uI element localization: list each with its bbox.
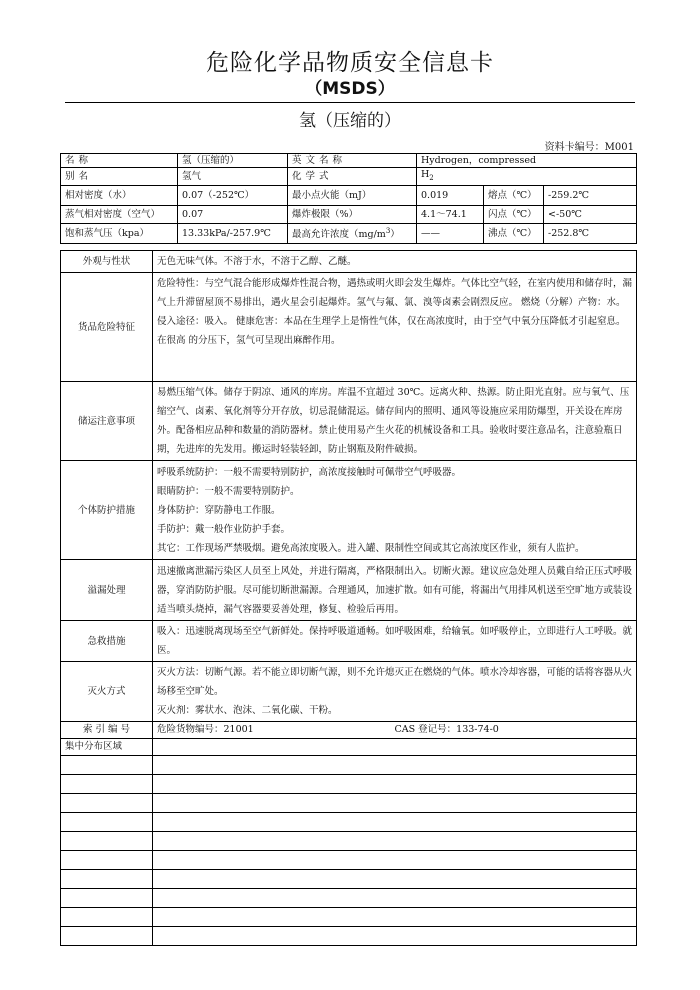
first-aid-row [61, 621, 637, 662]
blank-row [61, 756, 637, 775]
hazard-text [153, 273, 637, 382]
property-row-pressure [61, 223, 637, 243]
protection-respiratory: 呼吸系统防护：一般不需要特别防护，高浓度接触时可佩带空气呼吸器。 [157, 466, 462, 478]
boiling-point-label: 沸点（℃） [484, 223, 544, 243]
formula-label: 化 学 式 [288, 168, 417, 186]
card-number: 资料卡编号：M001 [544, 142, 634, 153]
fire-label: 灭火方式 [61, 662, 153, 722]
melting-point-value: -259.2℃ [544, 185, 637, 205]
blank-row [61, 908, 637, 927]
fire-method: 灭火方法：切断气源。若不能立即切断气源，则不允许熄灭正在燃烧的气体。喷水冷却容器，可能的话将容器从火场移至空旷处。 [157, 667, 633, 697]
goods-number: 危险货物编号：21001 [157, 724, 254, 735]
region-row [61, 739, 637, 756]
index-row [61, 722, 637, 739]
protection-text [153, 461, 637, 560]
blank-row [61, 889, 637, 908]
boiling-point-value: -252.8℃ [544, 223, 637, 243]
substance-name: 氢（压缩的） [299, 111, 401, 131]
safety-table [60, 250, 637, 946]
leak-row [61, 560, 637, 621]
leak-label: 溢漏处理 [61, 560, 153, 621]
saturated-pressure-value: 13.33kPa/-257.9℃ [178, 223, 288, 243]
property-row-density [61, 185, 637, 205]
storage-row [61, 382, 637, 461]
header-divider [65, 102, 635, 103]
index-values [153, 722, 637, 739]
protection-hands: 手防护：戴一般作业防护手套。 [157, 523, 291, 535]
hazard-health: 侵入途径：吸入。 健康危害：本品在生理学上是惰性气体，仅在高浓度时，由于空气中氧分压降低才引起窒息。在很高 的分压下，氢气可呈现出麻醉作用。 [157, 316, 626, 346]
english-name-label: 英 文 名 称 [288, 154, 417, 168]
max-concentration-label: 最高允许浓度$(mg/m^3)$ [288, 223, 417, 243]
fire-text [153, 662, 637, 722]
property-row-name [61, 154, 637, 168]
english-name-value: Hydrogen，compressed [417, 154, 637, 168]
blank-row [61, 870, 637, 889]
region-label: 集中分布区域 [61, 739, 153, 756]
blank-row [61, 794, 637, 813]
document-title: 危险化学品物质安全信息卡 [206, 50, 494, 76]
flash-point-value: <-50℃ [544, 205, 637, 223]
storage-text: 易燃压缩气体。储存于阴凉、通风的库房。库温不宜超过 30℃。远离火种、热源。防止阳光直射。应与氧气、压缩空气、卤素、氧化剂等分开存放，切忌混储混运。储存间内的照明、通风等设施应采用防爆型，开关设在库房外。配备相应品种和数量的消防器材。禁止使用易产生火花的机械设备和工具。验收时要注意品名，注意验瓶日期，先进库的先发用。搬运时轻装轻卸，防止钢瓶及附件破损。 [153, 382, 637, 461]
property-row-alias [61, 168, 637, 186]
hazard-characteristics: 危险特性：与空气混合能形成爆炸性混合物，遇热或明火即会发生爆炸。气体比空气轻，在室内使用和储存时，漏气上升滞留屋顶不易排出，遇火星会引起爆炸。氢气与氟、氯、溴等卤素会剧烈反应。 燃烧（分解）产物：水。 [157, 278, 633, 308]
max-concentration-value: —— [417, 223, 484, 243]
protection-other: 其它：工作现场严禁吸烟。避免高浓度吸入。进入罐、限制性空间或其它高浓度区作业，须有人监护。 [157, 542, 585, 554]
melting-point-label: 熔点（℃） [484, 185, 544, 205]
flash-point-label: 闪点（℃） [484, 205, 544, 223]
name-label: 名 称 [61, 154, 178, 168]
protection-label: 个体防护措施 [61, 461, 153, 560]
fire-agent: 灭火剂：雾状水、泡沫、二氧化碳、干粉。 [157, 705, 338, 716]
relative-density-label: 相对密度（水） [61, 185, 178, 205]
leak-text: 迅速撤离泄漏污染区人员至上风处，并进行隔离，严格限制出入。切断火源。建议应急处理人员戴自给正压式呼吸器，穿消防防护服。尽可能切断泄漏源。合理通风，加速扩散。如有可能，将漏出气用排风机送至空旷地方或装设适当喷头烧掉，漏气容器要妥善处理，修复、检验后再用。 [153, 560, 637, 621]
blank-row [61, 813, 637, 832]
explosion-limit-value: 4.1～74.1 [417, 205, 484, 223]
blank-row [61, 775, 637, 794]
appearance-label: 外观与性状 [61, 251, 153, 273]
storage-label: 储运注意事项 [61, 382, 153, 461]
min-ignition-label: 最小点火能（mJ） [288, 185, 417, 205]
saturated-pressure-label: 饱和蒸气压（kpa） [61, 223, 178, 243]
hazard-label: 货品危险特征 [61, 273, 153, 382]
appearance-text: 无色无味气体。不溶于水，不溶于乙醇、乙醚。 [153, 251, 637, 273]
first-aid-label: 急救措施 [61, 621, 153, 662]
blank-row [61, 832, 637, 851]
region-value [153, 739, 637, 756]
cas-number: CAS 登记号：133-74-0 [394, 724, 499, 735]
alias-value: 氢气 [178, 168, 288, 186]
blank-row [61, 927, 637, 946]
min-ignition-value: 0.019 [417, 185, 484, 205]
index-label: 索 引 编 号 [61, 722, 153, 739]
property-table [60, 153, 637, 244]
property-row-vapor [61, 205, 637, 223]
protection-eyes: 眼睛防护：一般不需要特别防护。 [157, 485, 300, 497]
vapor-density-label: 蒸气相对密度（空气） [61, 205, 178, 223]
first-aid-text: 吸入：迅速脱离现场至空气新鲜处。保持呼吸道通畅。如呼吸困难，给输氧。如呼吸停止，立即进行人工呼吸。就医。 [153, 621, 637, 662]
appearance-row [61, 251, 637, 273]
relative-density-value: 0.07（-252℃） [178, 185, 288, 205]
protection-body: 身体防护：穿防静电工作服。 [157, 504, 281, 516]
hazard-row [61, 273, 637, 382]
name-value: 氢（压缩的） [178, 154, 288, 168]
blank-row [61, 851, 637, 870]
fire-row [61, 662, 637, 722]
alias-label: 别 名 [61, 168, 178, 186]
formula-value: $H_2$ [417, 168, 637, 186]
document-subtitle: （MSDS） [305, 79, 395, 99]
vapor-density-value: 0.07 [178, 205, 288, 223]
explosion-limit-label: 爆炸极限（%） [288, 205, 417, 223]
protection-row [61, 461, 637, 560]
